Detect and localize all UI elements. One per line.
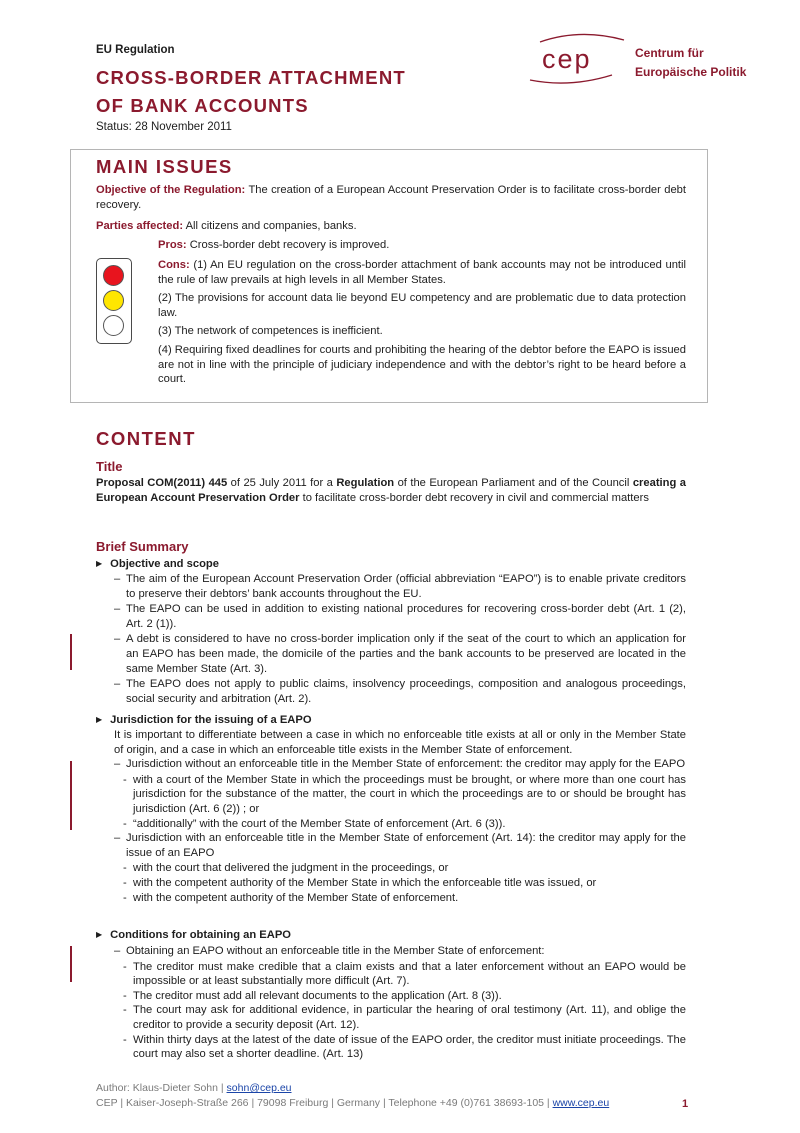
regulation-name: creating a European Account Preservation Order [96,477,686,504]
jurisdiction-intro: It is important to differentiate between a case in which no enforceable title exists at all or only in the Member State of origin, and a case in which an enforceable title exists in the Member State of enforcement. [114,729,686,756]
organization-name [635,44,746,82]
cons-block [158,258,686,391]
author-email-link[interactable]: sohn@cep.eu [226,1082,292,1094]
sub-item: - with a court of the Member State in which the proceedings must be brought, or where more than one court has jurisdiction for the substance of the matter, the court in which the proceedings are to or should be brought has jurisdiction (Art. 6 (2)) ; or [123,773,686,815]
list-item: – A debt is considered to have no cross-border implication only if the seat of the court to which an application for an EAPO has been made, the domicile of the parties and the bank accounts to be preserved are located in the same Member State (Art. 3). [114,633,686,675]
website-link[interactable]: www.cep.eu [552,1097,610,1109]
objective-text: The creation of a European Account Preservation Order is to facilitate cross-border debt recovery. [96,184,686,211]
objective-paragraph [96,183,686,212]
triangle-bullet-icon: ▶ [96,559,103,568]
white-lamp-icon [103,315,124,336]
org-line-1: Centrum für [635,46,704,60]
main-issues-box [70,149,708,403]
status-date: Status: 28 November 2011 [96,121,232,133]
cep-logo [520,30,630,85]
list-item: – Obtaining an EAPO without an enforceable title in the Member State of enforcement: [114,945,545,957]
parties-text: All citizens and companies, banks. [185,220,357,232]
cons-4: (4) Requiring fixed deadlines for courts and prohibiting the hearing of the debtor before the EAPO is issued are not in line with the principle of judiciary independence and with the debtor’s right to be heard before a court. [158,343,686,386]
change-marker [70,634,72,670]
title-text-4: of the European Parliament and of the Council [394,477,633,489]
sub-item: - The court may ask for additional evidence, in particular the hearing of oral testimony (Art. 11), and oblige the creditor to provide a security deposit (Art. 12). [123,1004,686,1031]
triangle-bullet-icon: ▶ [96,930,103,939]
sub-item: - with the court that delivered the judgment in the proceedings, or [123,862,449,875]
sub-item: - The creditor must make credible that a claim exists and that a later enforcement without an EAPO would be impossible or at least substantially more difficult (Art. 7). [123,960,686,988]
org-line-2: Europäische Politik [635,65,747,79]
jurisdiction-list [114,728,686,905]
main-issues-heading: MAIN ISSUES [96,156,233,177]
yellow-lamp-icon [103,290,124,311]
title-line-1: CROSS-BORDER ATTACHMENT [96,67,406,88]
sub-item: - The creditor must add all relevant documents to the application (Art. 8 (3)). [123,989,502,1002]
brief-summary-heading: Brief Summary [96,539,189,554]
cons-1 [158,258,686,287]
cons-2: (2) The provisions for account data lie beyond EU competency and are problematic due to data protection law. [158,292,686,319]
change-marker [70,761,72,830]
objective-scope-list [114,572,686,707]
content-heading: CONTENT [96,428,196,449]
title-line-2: OF BANK ACCOUNTS [96,95,309,116]
list-item: – Jurisdiction without an enforceable title in the Member State of enforcement: the creditor may apply for the EAPO [114,758,686,771]
pros-label: Pros: [158,239,187,251]
document-title [96,64,456,120]
sub-item: - “additionally” with the court of the Member State of enforcement (Art. 6 (3)). [123,817,506,830]
list-item: – The EAPO can be used in addition to existing national procedures for recovering cross-border debt (Art. 1 (2), Art. 2 (1)). [114,603,686,630]
triangle-bullet-icon: ▶ [96,715,103,724]
change-marker [70,946,72,982]
title-paragraph [96,476,686,505]
proposal-reference: Proposal COM(2011) 445 [96,477,228,489]
page-number: 1 [682,1098,689,1110]
sub-item: - with the competent authority of the Member State in which the enforceable title was issued, or [123,876,597,889]
title-subheading: Title [96,459,123,474]
document-type: EU Regulation [96,44,175,56]
parties-label: Parties affected: [96,220,184,232]
traffic-light-icon [96,258,132,344]
sub-item: - Within thirty days at the latest of the date of issue of the EAPO order, the creditor must initiate proceedings. The court may also set a shorter deadline. (Art. 13) [123,1033,686,1061]
footer-address [96,1097,609,1109]
objective-scope-label: Objective and scope [110,558,219,570]
list-item: – Jurisdiction with an enforceable title in the Member State of enforcement (Art. 14): the creditor may apply for the issue of an EAPO [114,832,686,859]
red-lamp-icon [103,265,124,286]
sub-item: - with the competent authority of the Member State of enforcement. [123,891,459,904]
regulation-word: Regulation [336,477,395,489]
conditions-list [114,944,686,1062]
parties-paragraph [96,219,686,234]
objective-scope-heading [96,558,219,570]
author-name: Author: Klaus-Dieter Sohn | [96,1082,227,1094]
list-item: – The aim of the European Account Preservation Order (official abbreviation “EAPO”) is to enable private creditors to preserve their debtors’ bank accounts throughout the EU. [114,573,686,600]
footer-author [96,1082,292,1094]
list-item: – The EAPO does not apply to public claims, insolvency proceedings, composition and analogous proceedings, social security and arbitration (Art. 2). [114,678,686,705]
title-text-6: to facilitate cross-border debt recovery in civil and commercial matters [299,491,649,504]
address-text: CEP | Kaiser-Joseph-Straße 266 | 79098 Freiburg | Germany | Telephone +49 (0)761 38693-105 | [96,1097,553,1109]
cons-3: (3) The network of competences is inefficient. [158,325,383,338]
pros-paragraph [158,238,686,253]
jurisdiction-label: Jurisdiction for the issuing of a EAPO [110,714,312,726]
conditions-label: Conditions for obtaining an EAPO [110,929,292,941]
cons-label: Cons: [158,259,190,271]
cons-1-text: (1) An EU regulation on the cross-border attachment of bank accounts may not be introduced until the rule of law prevails at high levels in all Member States. [158,259,686,286]
logo-text: cep [542,44,592,74]
title-text-2: of 25 July 2011 for a [227,477,337,489]
jurisdiction-heading [96,714,312,726]
conditions-heading [96,929,291,941]
objective-label: Objective of the Regulation: [96,184,246,196]
pros-text: Cross-border debt recovery is improved. [189,239,390,251]
